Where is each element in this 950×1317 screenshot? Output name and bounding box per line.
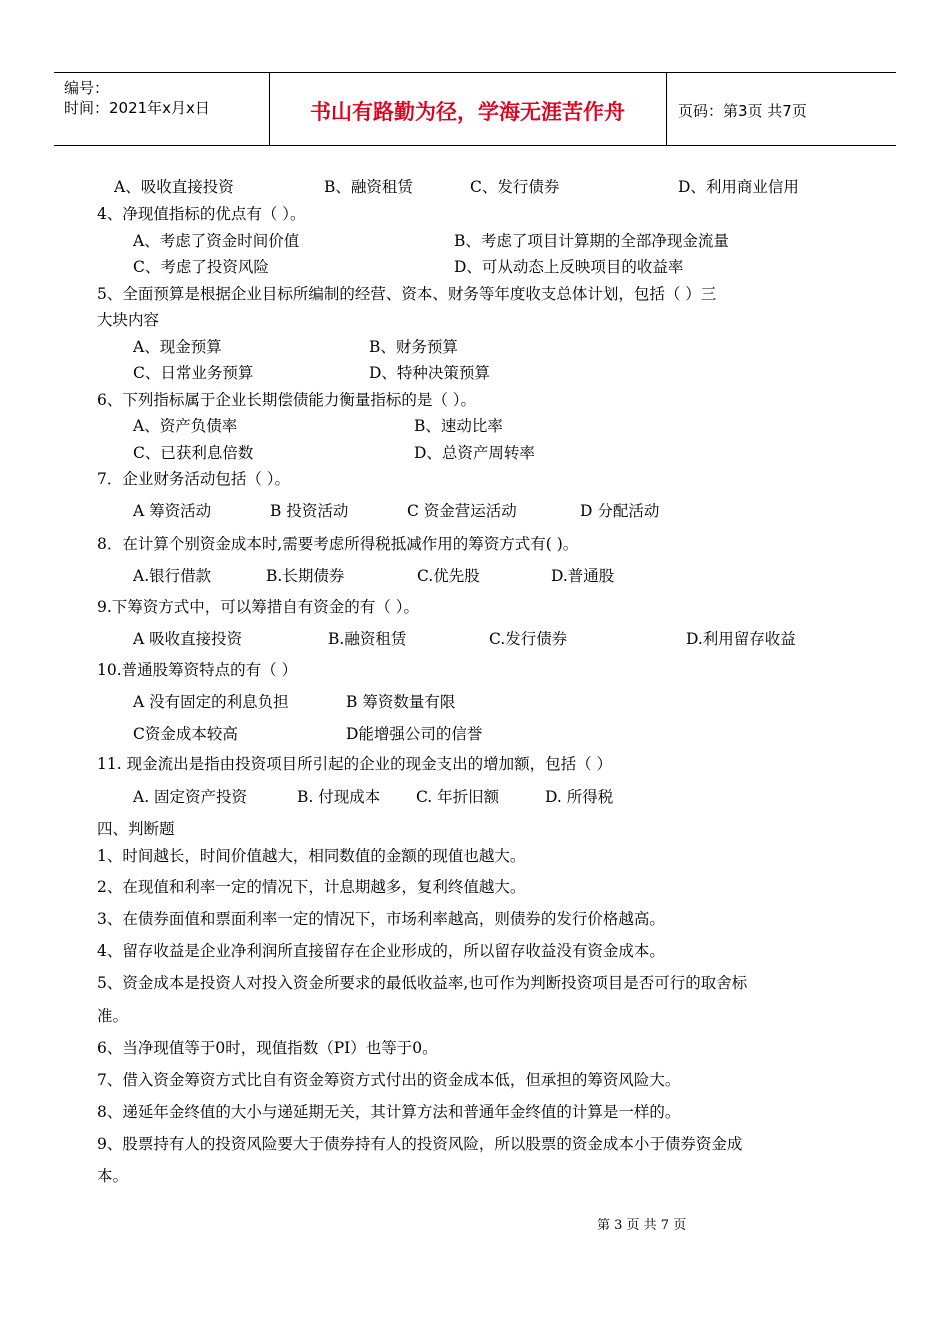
q4-option-d: D、可从动态上反映项目的收益率 [454,258,684,276]
q9-option-d: D.利用留存收益 [686,630,796,648]
judgement-item: 2、在现值和利率一定的情况下，计息期越多，复利终值越大。 [97,878,526,896]
judgement-item: 3、在债券面值和票面利率一定的情况下，市场利率越高，则债券的发行价格越高。 [97,910,665,928]
judgement-item: 1、时间越长，时间价值越大，相同数值的金额的现值也越大。 [97,847,526,865]
header-page-info: 页码：第3页 共7页 [678,102,807,120]
q7-option-d: D 分配活动 [580,502,660,520]
q5-stem-line2: 大块内容 [97,311,160,329]
q5-option-a: A、现金预算 [133,338,222,356]
header-motto-cell [269,73,667,145]
q10-option-c: C资金成本较高 [133,725,238,743]
document-time-label: 时间：2021年x月x日 [64,99,210,117]
q6-option-d: D、总资产周转率 [414,444,535,462]
q5-option-c: C、日常业务预算 [133,364,254,382]
q11-option-b: B. 付现成本 [297,788,381,806]
q7-option-c: C 资金营运活动 [407,502,517,520]
q7-stem: 7．企业财务活动包括（ ）。 [97,470,291,488]
judgement-item-continued: 本。 [97,1167,129,1185]
judgement-item: 6、当净现值等于0时，现值指数（PI）也等于0。 [97,1039,438,1057]
q10-option-d: D能增强公司的信誉 [346,725,483,743]
q6-option-c: C、已获利息倍数 [133,444,254,462]
judgement-item: 5、资金成本是投资人对投入资金所要求的最低收益率,也可作为判断投资项目是否可行的取舍标 [97,974,748,992]
q4-option-c: C、考虑了投资风险 [133,258,269,276]
q11-option-d: D. 所得税 [545,788,614,806]
q3-option-b: B、融资租赁 [324,178,413,196]
q8-option-a: A.银行借款 [133,567,212,585]
q6-option-b: B、速动比率 [414,417,503,435]
q11-option-c: C. 年折旧额 [416,788,500,806]
q3-option-d: D、利用商业信用 [678,178,799,196]
q4-stem: 4、净现值指标的优点有（ ）。 [97,205,306,223]
q6-option-a: A、资产负债率 [133,417,238,435]
q9-stem: 9.下筹资方式中，可以筹措自有资金的有（ ）。 [97,598,419,616]
q5-option-d: D、特种决策预算 [369,364,490,382]
q7-option-a: A 筹资活动 [133,502,212,520]
q3-option-a: A、吸收直接投资 [114,178,234,196]
q4-option-b: B、考虑了项目计算期的全部净现金流量 [454,232,729,250]
judgement-item: 7、借入资金筹资方式比自有资金筹资方式付出的资金成本低，但承担的筹资风险大。 [97,1071,681,1089]
page-footer: 第 3 页 共 7 页 [597,1218,687,1233]
q8-option-c: C.优先股 [417,567,480,585]
q11-option-a: A. 固定资产投资 [133,788,248,806]
judgement-item-continued: 准。 [97,1007,129,1025]
q8-option-d: D.普通股 [551,567,615,585]
q10-stem: 10.普通股筹资特点的有（ ） [97,661,298,679]
q11-stem: 11. 现金流出是指由投资项目所引起的企业的现金支出的增加额，包括（ ） [97,755,613,773]
q8-stem: 8．在计算个别资金成本时,需要考虑所得税抵减作用的筹资方式有( )。 [97,535,579,553]
q3-option-c: C、发行债券 [470,178,560,196]
section4-title: 四、判断题 [97,820,175,838]
q9-option-c: C.发行债券 [489,630,568,648]
header-page-cell [666,73,896,145]
q8-option-b: B.长期债券 [266,567,345,585]
judgement-item: 9、股票持有人的投资风险要大于债券持有人的投资风险，所以股票的资金成本小于债券资金成 [97,1135,743,1153]
q10-option-b: B 筹资数量有限 [346,693,456,711]
q9-option-a: A 吸收直接投资 [133,630,243,648]
header-meta [54,73,270,145]
document-number-label: 编号： [64,79,110,97]
judgement-item: 4、留存收益是企业净利润所直接留存在企业形成的，所以留存收益没有资金成本。 [97,942,665,960]
q7-option-b: B 投资活动 [270,502,349,520]
q6-stem: 6、下列指标属于企业长期偿债能力衡量指标的是（ ）。 [97,391,477,409]
q5-option-b: B、财务预算 [369,338,458,356]
q4-option-a: A、考虑了资金时间价值 [133,232,300,250]
page-header [54,72,896,146]
q10-option-a: A 没有固定的利息负担 [133,693,289,711]
q9-option-b: B.融资租赁 [328,630,407,648]
judgement-item: 8、递延年金终值的大小与递延期无关，其计算方法和普通年金终值的计算是一样的。 [97,1103,681,1121]
q5-stem-line1: 5、全面预算是根据企业目标所编制的经营、资本、财务等年度收支总体计划，包括（ ）三 [97,285,717,303]
header-motto: 书山有路勤为径，学海无涯苦作舟 [310,100,625,124]
